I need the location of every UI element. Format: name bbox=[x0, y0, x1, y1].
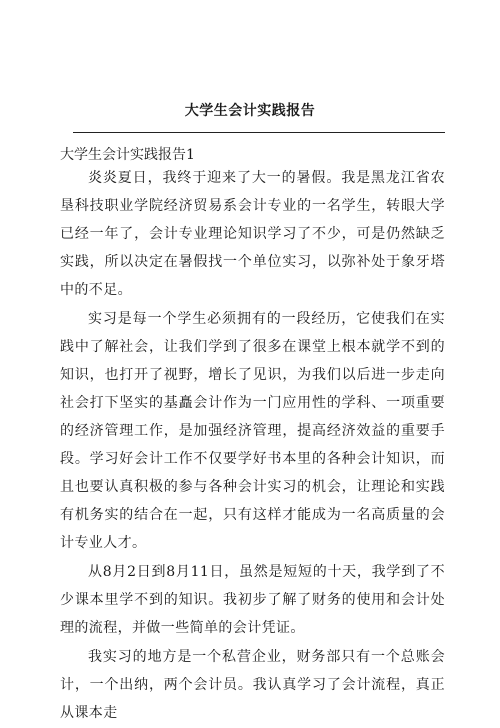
paragraph-4: 我实习的地方是一个私营企业，财务部只有一个总账会计，一个出纳，两个会计员。我认真学习了会计流程，真正从课本走 bbox=[60, 649, 445, 721]
paragraph-3: 从8月2日到8月11日，虽然是短短的十天，我学到了不少课本里学不到的知识。我初步了解了财务的使用和会计处理的流程，并做一些简单的会计凭证。 bbox=[60, 564, 445, 636]
section-heading: 大学生会计实践报告1 bbox=[60, 147, 195, 163]
paragraph-1: 炎炎夏日，我终于迎来了大一的暑假。我是黑龙江省农垦科技职业学院经济贸易系会计专业的一名学生，转眼大学已经一年了，会计专业理论知识学习了不少，可是仍然缺乏实践，所以决定在暑假找一个单位实习，以弥补处于象牙塔中的不足。 bbox=[60, 170, 445, 298]
document-title: 大学生会计实践报告 bbox=[184, 103, 316, 119]
document-body bbox=[60, 164, 445, 728]
paragraph-2: 实习是每一个学生必须拥有的一段经历，它使我们在实践中了解社会，让我们学到了很多在课堂上根本就学不到的知识，也打开了视野，增长了见识，为我们以后进一步走向社会打下坚实的基矗会计作为一门应用性的学科、一项重要的经济管理工作，是加强经济管理，提高经济效益的重要手段。学习好会计工作不仅要学好书本里的各种会计知识，而且也要认真积极的参与各种会计实习的机会，让理论和实践有机务实的结合在一起，只有这样才能成为一名高质量的会计专业人才。 bbox=[60, 311, 445, 551]
title-divider bbox=[73, 132, 445, 133]
